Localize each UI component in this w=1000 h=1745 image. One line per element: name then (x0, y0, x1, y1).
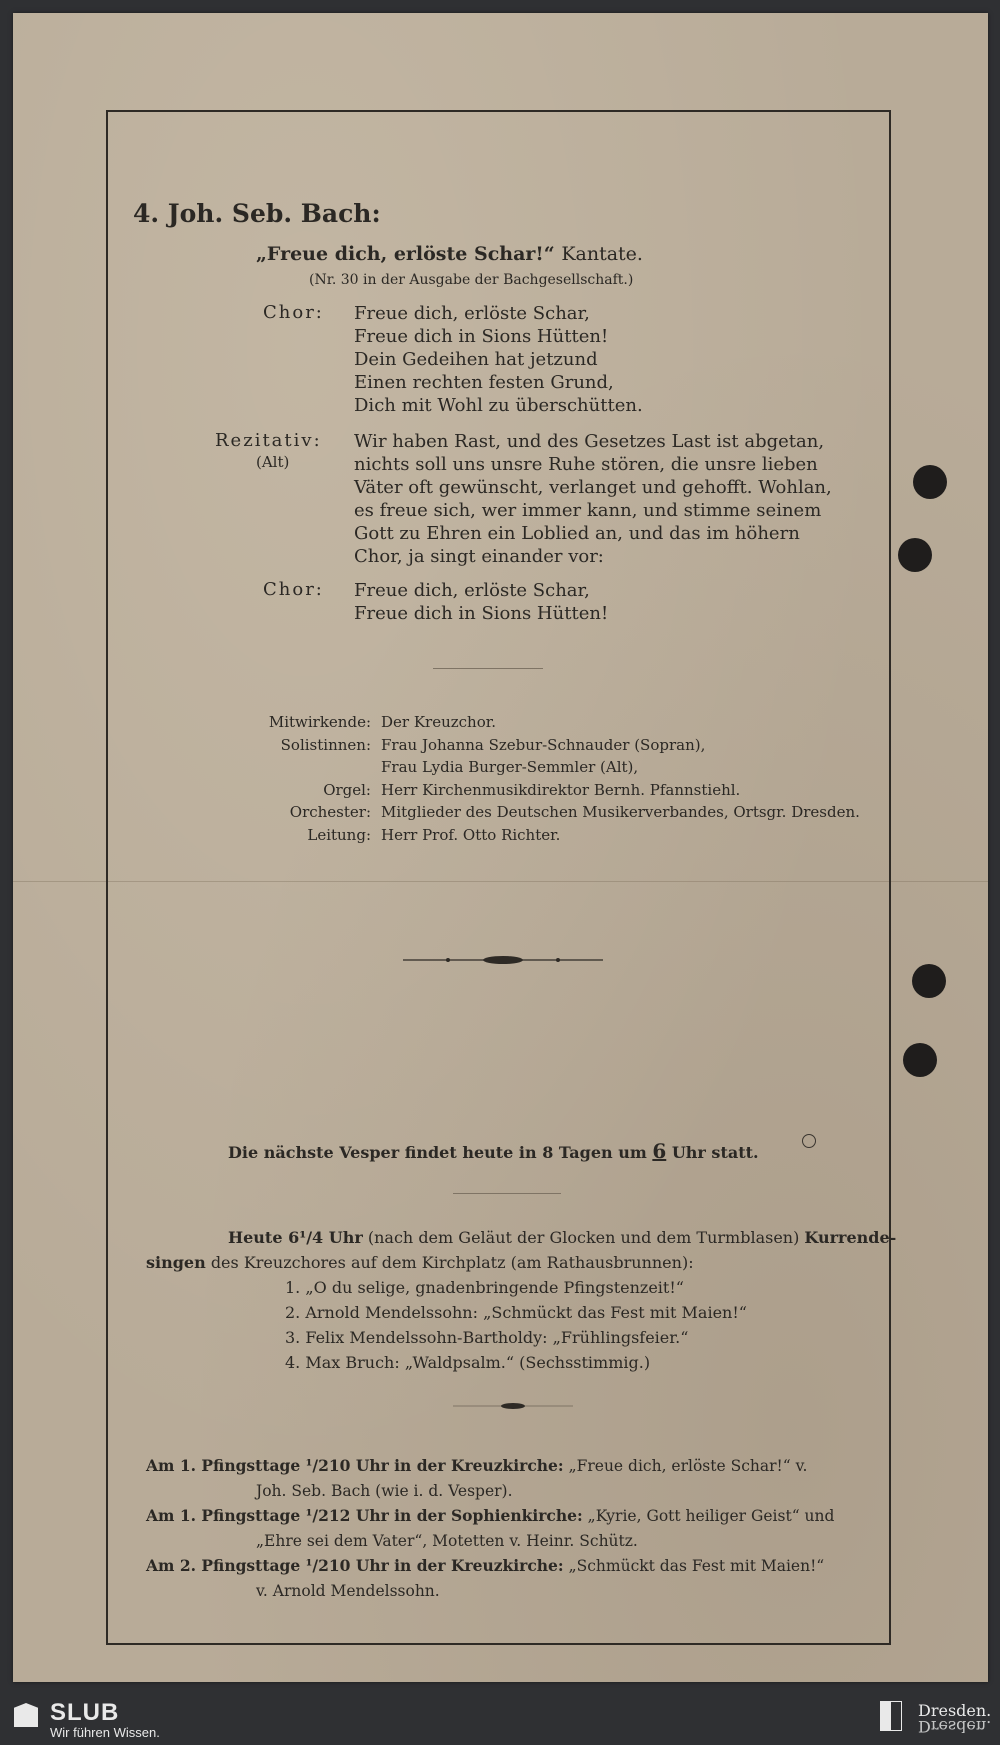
footer-bar (0, 1693, 1000, 1745)
chor-text (354, 579, 608, 625)
verse-line: Dein Gedeihen hat jetzund (354, 349, 598, 370)
brand-tagline: Wir führen Wissen. (50, 1725, 160, 1740)
cantata-type: Kantate. (561, 243, 643, 265)
verse-line: Chor, ja singt einander vor: (354, 546, 604, 567)
kurrende-text: (nach dem Geläut der Glocken und dem Turmblasen) (367, 1228, 800, 1247)
service-when: Am 1. Pfingsttage ¹/210 Uhr in der Kreuzkirche: (146, 1456, 564, 1475)
program-item: 4. Max Bruch: „Waldpsalm.“ (Sechsstimmig.) (285, 1353, 651, 1372)
chor-text (354, 302, 643, 417)
verse-line: nichts soll uns unsre Ruhe stören, die unsre lieben (354, 454, 818, 475)
partner-logo: Dresden. (918, 1701, 992, 1720)
program-item: 1. „O du selige, gnadenbringende Pfingstenzeit!“ (285, 1278, 684, 1297)
credit-value: Herr Kirchenmusikdirektor Bernh. Pfannstiehl. (381, 780, 741, 799)
cantata-title: „Freue dich, erlöste Schar!“ (256, 243, 555, 265)
next-vesper-note (228, 1139, 759, 1163)
program-list (285, 1275, 747, 1375)
verse-line: Freue dich, erlöste Schar, (354, 303, 590, 324)
program-item: 2. Arnold Mendelssohn: „Schmückt das Fest mit Maien!“ (285, 1303, 747, 1322)
credits-block (213, 711, 913, 851)
service-entry (146, 1553, 824, 1604)
kurrende-word: singen (146, 1253, 206, 1272)
cantata-title-line (256, 243, 643, 265)
credit-label: Orchester: (289, 803, 371, 821)
next-vesper-text: Uhr statt. (671, 1143, 759, 1162)
verse-line: Freue dich in Sions Hütten! (354, 326, 609, 347)
verse-line: Wir haben Rast, und des Gesetzes Last ist abgetan, (354, 431, 825, 452)
verse-line: Freue dich, erlöste Schar, (354, 580, 590, 601)
kurrende-line (228, 1225, 896, 1250)
rezitativ-label: Rezitativ: (215, 430, 322, 451)
next-vesper-text: Die nächste Vesper findet heute in 8 Tagen um (228, 1143, 647, 1162)
credit-value: Der Kreuzchor. (381, 713, 497, 731)
chor-label: Chor: (263, 302, 324, 323)
verse-line: es freue sich, wer immer kann, und stimme seinem (354, 500, 822, 521)
small-ornament (453, 1401, 573, 1411)
service-when: Am 2. Pfingsttage ¹/210 Uhr in der Kreuzkirche: (146, 1556, 564, 1575)
kurrende-time: Heute 6¹/4 Uhr (228, 1228, 363, 1247)
credit-value: Frau Johanna Szebur-Schnauder (Sopran), (381, 735, 706, 754)
kurrende-text: des Kreuzchores auf dem Kirchplatz (am Rathausbrunnen): (210, 1253, 694, 1272)
partner-logo-reflection: Dresden. (918, 1717, 992, 1736)
service-work: „Ehre sei dem Vater“, Motetten v. Heinr. Schütz. (256, 1532, 638, 1550)
next-vesper-hour: 6 (652, 1139, 667, 1163)
verse-line: Dich mit Wohl zu überschütten. (354, 395, 643, 416)
kurrende-word: Kurrende- (804, 1228, 897, 1247)
library-logo-icon (14, 1703, 38, 1727)
service-work: Joh. Seb. Bach (wie i. d. Vesper). (256, 1482, 513, 1500)
section-title: 4. Joh. Seb. Bach: (133, 199, 381, 228)
service-entry (146, 1453, 807, 1504)
credit-value: Herr Prof. Otto Richter. (381, 825, 561, 844)
city-crest-icon (880, 1701, 902, 1731)
verse-line: Einen rechten festen Grund, (354, 372, 614, 393)
service-entry (146, 1503, 834, 1554)
verse-line: Freue dich in Sions Hütten! (354, 603, 609, 624)
service-work: „Schmückt das Fest mit Maien!“ (568, 1557, 825, 1575)
program-item: 3. Felix Mendelssohn-Bartholdy: „Frühlingsfeier.“ (285, 1328, 689, 1347)
verse-line: Väter oft gewünscht, verlanget und gehofft. Wohlan, (354, 477, 832, 498)
chor-label: Chor: (263, 579, 324, 600)
document-page (13, 13, 988, 1682)
divider (453, 1193, 561, 1194)
verse-line: Gott zu Ehren ein Loblied an, und das im höhern (354, 523, 800, 544)
service-work: v. Arnold Mendelssohn. (256, 1582, 440, 1600)
service-when: Am 1. Pfingsttage ¹/212 Uhr in der Sophienkirche: (146, 1506, 583, 1525)
credit-label: Mitwirkende: (268, 713, 371, 731)
credit-value: Frau Lydia Burger-Semmler (Alt), (381, 758, 639, 776)
credit-label: Leitung: (307, 825, 371, 844)
credit-label: Orgel: (323, 780, 371, 799)
rezitativ-text (354, 430, 832, 568)
service-work: „Freue dich, erlöste Schar!“ v. (568, 1457, 808, 1475)
stamp-mark (802, 1134, 816, 1148)
ornament-divider (403, 953, 603, 967)
divider (433, 668, 543, 669)
credit-label: Solistinnen: (280, 735, 371, 754)
brand-name: SLUB (50, 1699, 120, 1726)
cantata-note: (Nr. 30 in der Ausgabe der Bachgesellschaft.) (309, 272, 634, 288)
service-work: „Kyrie, Gott heiliger Geist“ und (587, 1507, 835, 1525)
credit-value: Mitglieder des Deutschen Musikerverbandes, Ortsgr. Dresden. (381, 803, 860, 821)
rezitativ-voice: (Alt) (256, 453, 290, 471)
kurrende-line (146, 1250, 694, 1275)
